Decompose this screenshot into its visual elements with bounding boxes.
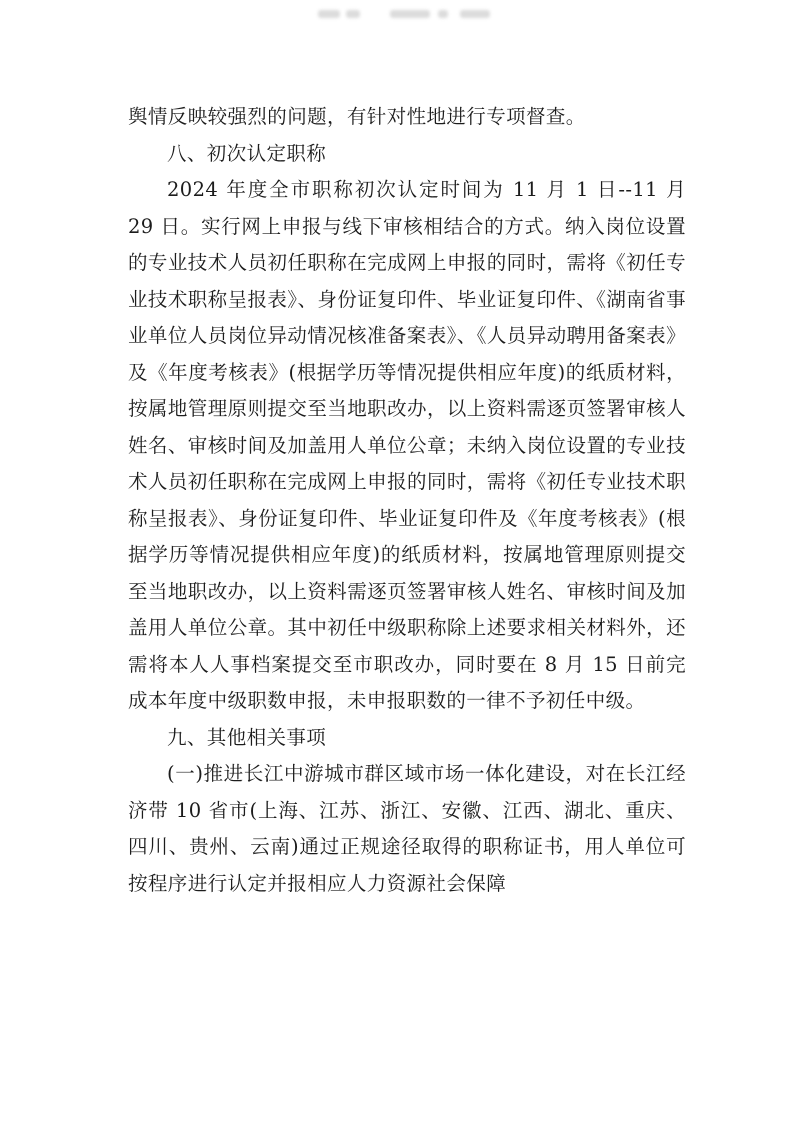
- show-through-smudge: [310, 6, 500, 24]
- section-8-heading: 八、初次认定职称: [167, 141, 327, 165]
- section-9-heading: 九、其他相关事项: [167, 725, 327, 749]
- paragraph-continued: 舆情反映较强烈的问题，有针对性地进行专项督查。: [128, 105, 586, 128]
- document-body: [128, 99, 686, 902]
- section-9-item-1: (一)推进长江中游城市群区域市场一体化建设，对在长江经济带 10 省市(上海、江苏、浙江、安徽、江西、湖北、重庆、四川、贵州、云南)通过正规途径取得的职称证书，用人单位可按程序进行认定并报相应人力资源社会保障: [128, 762, 686, 895]
- section-8-body: 2024 年度全市职称初次认定时间为 11 月 1 日--11 月 29 日。实行网上申报与线下审核相结合的方式。纳入岗位设置的专业技术人员初任职称在完成网上申报的同时，需将《初任专业技术职称呈报表》、身份证复印件、毕业证复印件、《湖南省事业单位人员岗位异动情况核准备案表》、《人员异动聘用备案表》及《年度考核表》(根据学历等情况提供相应年度)的纸质材料，按属地管理原则提交至当地职改办，以上资料需逐页签署审核人姓名、审核时间及加盖用人单位公章；未纳入岗位设置的专业技术人员初任职称在完成网上申报的同时，需将《初任专业技术职称呈报表》、身份证复印件、毕业证复印件及《年度考核表》(根据学历等情况提供相应年度)的纸质材料，按属地管理原则提交至当地职改办，以上资料需逐页签署审核人姓名、审核时间及加盖用人单位公章。其中初任中级职称除上述要求相关材料外，还需将本人人事档案提交至市职改办，同时要在 8 月 15 日前完成本年度中级职数申报，未申报职数的一律不予初任中级。: [128, 178, 686, 712]
